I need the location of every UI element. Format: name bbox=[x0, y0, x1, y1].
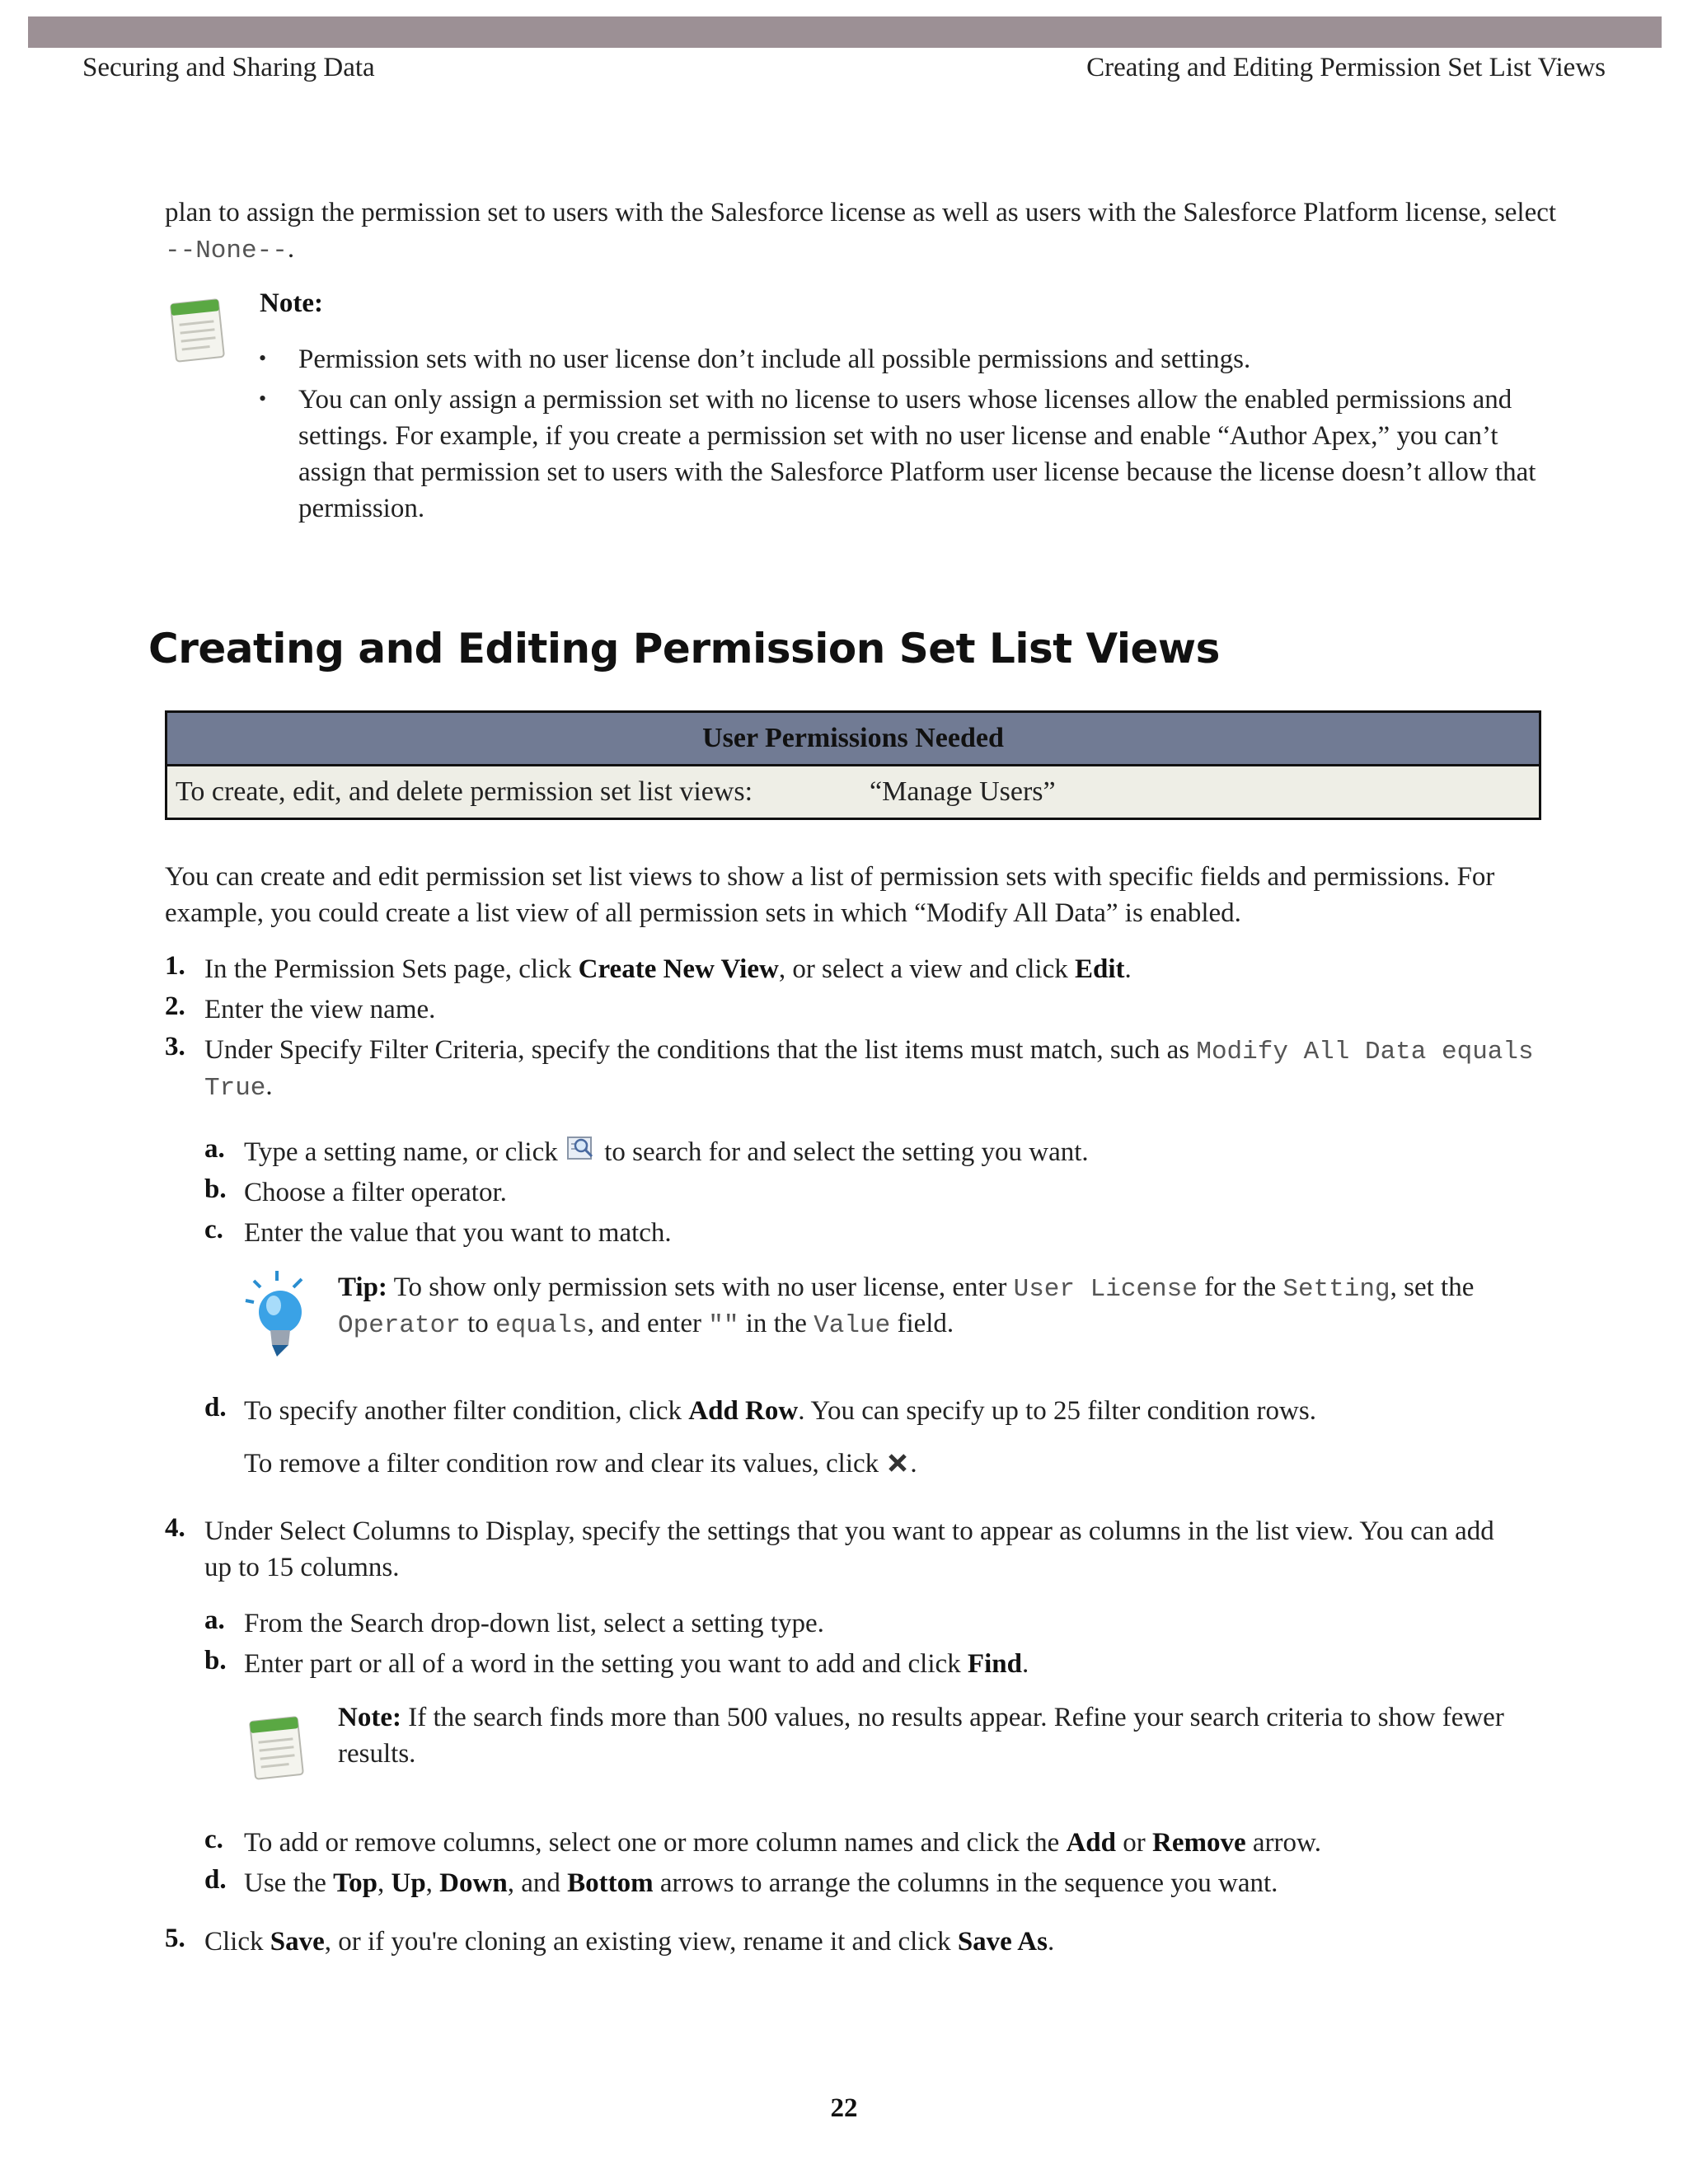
note-icon bbox=[165, 290, 229, 364]
substep-letter: d. bbox=[204, 1865, 227, 1895]
substep-letter: c. bbox=[204, 1825, 223, 1854]
substep-3b: Choose a filter operator. bbox=[244, 1178, 507, 1207]
note-bullet-2-line-4: permission. bbox=[298, 494, 425, 523]
substep-letter: b. bbox=[204, 1646, 227, 1675]
remove-x-icon bbox=[885, 1451, 910, 1475]
table-cell-label: To create, edit, and delete permission set list views: bbox=[166, 766, 862, 819]
substep-letter: a. bbox=[204, 1605, 225, 1635]
step-4-line-1: Under Select Columns to Display, specify the settings that you want to appear as columns in the list view. You can add bbox=[204, 1516, 1494, 1546]
section-title: Creating and Editing Permission Set List Views bbox=[148, 625, 1220, 673]
substep-3d-remove: To remove a filter condition row and clear its values, click . bbox=[244, 1449, 917, 1479]
note2-line-2: results. bbox=[338, 1739, 416, 1769]
substep-letter: c. bbox=[204, 1215, 223, 1244]
tip-line-2: Operator to equals, and enter "" in the Value field. bbox=[338, 1309, 954, 1340]
table-header: User Permissions Needed bbox=[166, 712, 1540, 766]
table-cell-value: “Manage Users” bbox=[861, 766, 1540, 819]
substep-4c: To add or remove columns, select one or more column names and click the Add or Remove arrow. bbox=[244, 1828, 1321, 1858]
step-3-line-2: True. bbox=[204, 1071, 273, 1103]
step-number: 1. bbox=[165, 951, 185, 981]
substep-4b: Enter part or all of a word in the setting you want to add and click Find. bbox=[244, 1649, 1029, 1679]
note-bullet-2-line-1: You can only assign a permission set with no license to users whose licenses allow the enabled permissions and bbox=[298, 385, 1512, 415]
step-5: Click Save, or if you're cloning an existing view, rename it and click Save As. bbox=[204, 1927, 1055, 1957]
step-number: 2. bbox=[165, 991, 185, 1021]
permissions-table bbox=[165, 710, 1541, 820]
step-4-line-2: up to 15 columns. bbox=[204, 1553, 400, 1582]
substep-letter: b. bbox=[204, 1174, 227, 1204]
lookup-icon bbox=[565, 1134, 598, 1164]
step-number: 5. bbox=[165, 1924, 185, 1953]
note-bullet-2-line-3: assign that permission set to users with the Salesforce Platform user license because the license doesn’t allow that bbox=[298, 457, 1536, 487]
step-number: 3. bbox=[165, 1032, 185, 1062]
substep-4d: Use the Top, Up, Down, and Bottom arrows to arrange the columns in the sequence you want. bbox=[244, 1868, 1278, 1898]
note-bullet-1: Permission sets with no user license don’t include all possible permissions and settings. bbox=[298, 344, 1251, 374]
code-none: --None-- bbox=[165, 237, 288, 265]
substep-4a: From the Search drop-down list, select a setting type. bbox=[244, 1609, 824, 1638]
note-icon bbox=[244, 1708, 308, 1782]
tip-icon bbox=[244, 1269, 315, 1360]
note-bullet-2-line-2: settings. For example, if you create a permission set with no user license and enable “Author Apex,” you can’t bbox=[298, 421, 1498, 451]
step-2: Enter the view name. bbox=[204, 995, 436, 1024]
step-1: In the Permission Sets page, click Create New View, or select a view and click Edit. bbox=[204, 954, 1132, 984]
running-header-left: Securing and Sharing Data bbox=[82, 53, 375, 82]
step-3-line-1: Under Specify Filter Criteria, specify the conditions that the list items must match, such as Modify All Data equals bbox=[204, 1035, 1534, 1066]
tip-line-1: Tip: To show only permission sets with no user license, enter User License for the Setting, set the bbox=[338, 1272, 1475, 1304]
substep-3c: Enter the value that you want to match. bbox=[244, 1218, 672, 1248]
body-paragraph-line-1: You can create and edit permission set list views to show a list of permission sets with specific fields and permissions. For bbox=[165, 862, 1495, 892]
header-bar bbox=[28, 16, 1662, 48]
substep-3d: To specify another filter condition, click Add Row. You can specify up to 25 filter condition rows. bbox=[244, 1396, 1316, 1426]
intro-line-2: --None--. bbox=[165, 234, 295, 265]
substep-3a: Type a setting name, or click to search for and select the setting you want. bbox=[244, 1134, 1089, 1170]
page-number: 22 bbox=[830, 2093, 858, 2123]
note-label: Note: bbox=[260, 288, 323, 318]
note2-line-1: Note: If the search finds more than 500 values, no results appear. Refine your search criteria to show fewer bbox=[338, 1703, 1504, 1732]
substep-letter: d. bbox=[204, 1393, 227, 1422]
running-header-right: Creating and Editing Permission Set List Views bbox=[1086, 53, 1606, 82]
intro-line: plan to assign the permission set to users with the Salesforce license as well as users with the Salesforce Platform license, select bbox=[165, 198, 1557, 227]
bullet-marker: • bbox=[259, 387, 267, 410]
body-paragraph-line-2: example, you could create a list view of all permission sets in which “Modify All Data” is enabled. bbox=[165, 898, 1241, 928]
substep-letter: a. bbox=[204, 1134, 225, 1164]
bullet-marker: • bbox=[259, 346, 267, 370]
step-number: 4. bbox=[165, 1513, 185, 1543]
